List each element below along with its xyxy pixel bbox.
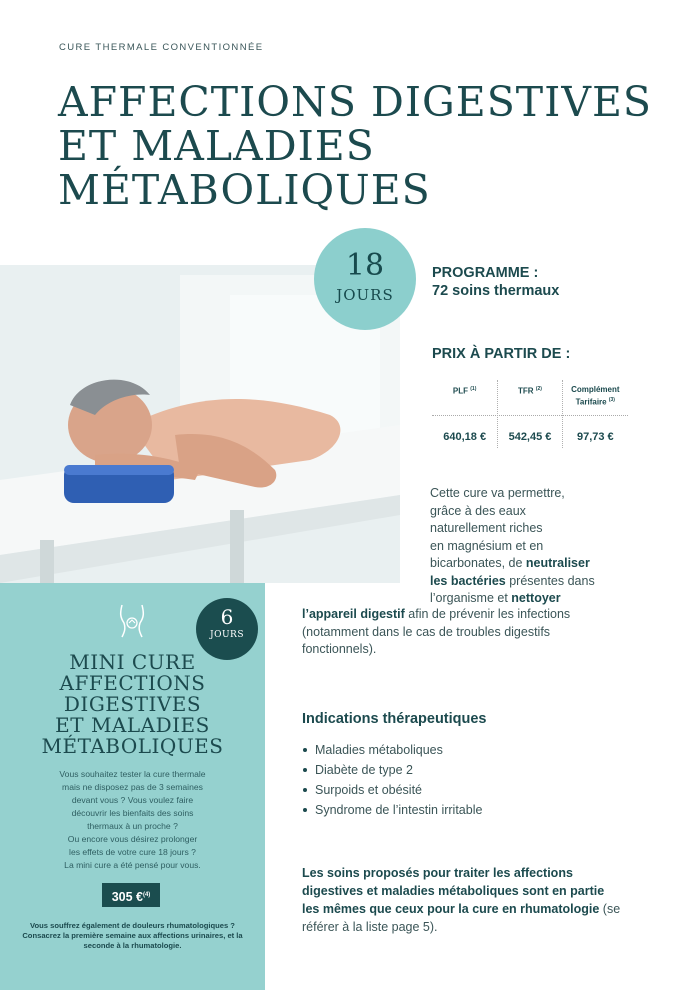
duration-unit: JOURS (336, 286, 394, 304)
programme-detail: 72 soins thermaux (432, 283, 560, 299)
duration-badge (314, 228, 416, 330)
list-item: Maladies métaboliques (315, 740, 482, 760)
description-text-continued: l’appareil digestif afin de prévenir les infections (notamment dans le cas de troubles digestifs fonctionnels). (302, 607, 571, 656)
list-item: Surpoids et obésité (315, 780, 482, 800)
price-value: 542,45 € (508, 431, 552, 443)
section-kicker: CURE THERMALE CONVENTIONNÉE (59, 42, 264, 53)
price-col-header: PLF $^{(1)}$ (452, 386, 477, 396)
description-text: Cette cure va permettre, grâce à des eaux naturellement riches en magnésium et en bicarbonates, de neutraliser les bactéries présentes dans l’organisme et nettoyer (430, 486, 595, 605)
title-line: ET MALADIES (58, 122, 375, 170)
list-item: Syndrome de l’intestin irritable (315, 800, 482, 820)
title-line: AFFECTIONS DIGESTIVES (58, 78, 652, 126)
table-divider (562, 380, 563, 448)
indications-title: Indications thérapeutiques (302, 711, 487, 727)
price-value: 97,73 € (576, 431, 614, 443)
mini-cure-price: 305 €$^{(4)}$ (102, 883, 160, 907)
price-col-header: TFR $^{(2)}$ (518, 386, 542, 396)
mini-duration-badge (196, 598, 258, 660)
table-divider (432, 415, 628, 416)
treatments-note: Les soins proposés pour traiter les affections digestives et maladies métaboliques sont en partie les mêmes que ceux pour la cure en rhumatologie (se référer à la liste page 5). (302, 866, 621, 934)
programme-label: PROGRAMME : (432, 265, 539, 281)
mini-duration-unit: JOURS (209, 630, 244, 640)
list-item: Diabète de type 2 (315, 760, 482, 780)
table-divider (497, 380, 498, 448)
mini-cure-title: MINI CURE AFFECTIONS DIGESTIVES ET MALADIES MÉTABOLIQUES (41, 650, 224, 758)
body-silhouette-icon (116, 603, 148, 644)
indications-list (300, 740, 482, 820)
price-heading: PRIX À PARTIR DE : (432, 346, 571, 362)
mini-duration-number: 6 (220, 605, 234, 629)
mini-cure-description: Vous souhaitez tester la cure thermale mais ne disposez pas de 3 semaines devant vous ? Vous voulez faire découvrir les bienfaits des soins thermaux à un proche ? Ou encore vous désirez prolonger les effets de votre cure 18 jours ? La mini cure a été pensé pour vous. (59, 769, 206, 870)
programme-block (432, 264, 559, 300)
price-table (432, 384, 628, 450)
price-col-header: Complément Tarifaire $^{(3)}$ (571, 385, 620, 407)
title-line: MÉTABOLIQUES (58, 166, 431, 214)
page-title (58, 80, 652, 212)
duration-number: 18 (345, 248, 385, 283)
mini-cure-note: Vous souffrez également de douleurs rhumatologiques ? Consacrez la première semaine aux affections urinaires, et la seconde à la rhumatologie. (22, 921, 243, 950)
price-value: 640,18 € (443, 431, 487, 443)
